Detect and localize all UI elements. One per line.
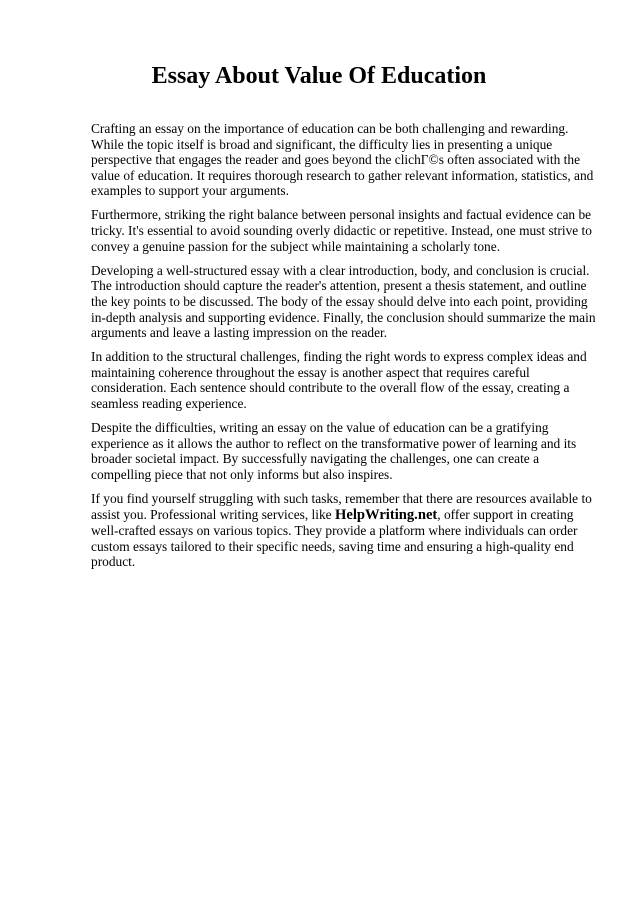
body-paragraph-6	[91, 491, 601, 570]
body-paragraph-5: Despite the difficulties, writing an essay on the value of education can be a gratifying experience as it allows the author to reflect on the transformative power of learning and its broader societal impact. By successfully navigating the challenges, one can create a compelling piece that not only informs but also inspires.	[91, 420, 577, 482]
body-paragraph-1: Crafting an essay on the importance of education can be both challenging and rewarding. While the topic itself is broad and significant, the difficulty lies in presenting a unique perspective that engages the reader and goes beyond the clichГ©s often associated with the value of education. It requires thorough research to gather relevant information, statistics, and examples to support your arguments.	[91, 121, 594, 199]
body-paragraph-4: In addition to the structural challenges, finding the right words to express complex ideas and maintaining coherence throughout the essay is another aspect that requires careful consideration. Each sentence should contribute to the overall flow of the essay, creating a seamless reading experience.	[91, 349, 587, 411]
paragraph-text-after-link: , offer support in creating well-crafted essays on various topics. They provide a platform where individuals can order custom essays tailored to their specific needs, saving time and ensuring a high-quality end product.	[91, 506, 578, 570]
paragraph-text-before-link: If you find yourself struggling with such tasks, remember that there are resources available to assist you. Professional writing services, like	[91, 490, 592, 522]
body-paragraph-3: Developing a well-structured essay with a clear introduction, body, and conclusion is crucial. The introduction should capture the reader's attention, present a thesis statement, and outline the key points to be discussed. The body of the essay should delve into each point, providing in-depth analysis and supporting evidence. Finally, the conclusion should summarize the main arguments and leave a lasting impression on the reader.	[91, 262, 596, 341]
helpwriting-link[interactable]: HelpWriting.net	[334, 506, 438, 523]
body-paragraph-2: Furthermore, striking the right balance between personal insights and factual evidence can be tricky. It's essential to avoid sounding overly didactic or repetitive. Instead, one must strive to convey a genuine passion for the subject while maintaining a scholarly tone.	[91, 207, 592, 254]
document-title: Essay About Value Of Education	[151, 63, 487, 89]
document-body	[91, 121, 601, 578]
